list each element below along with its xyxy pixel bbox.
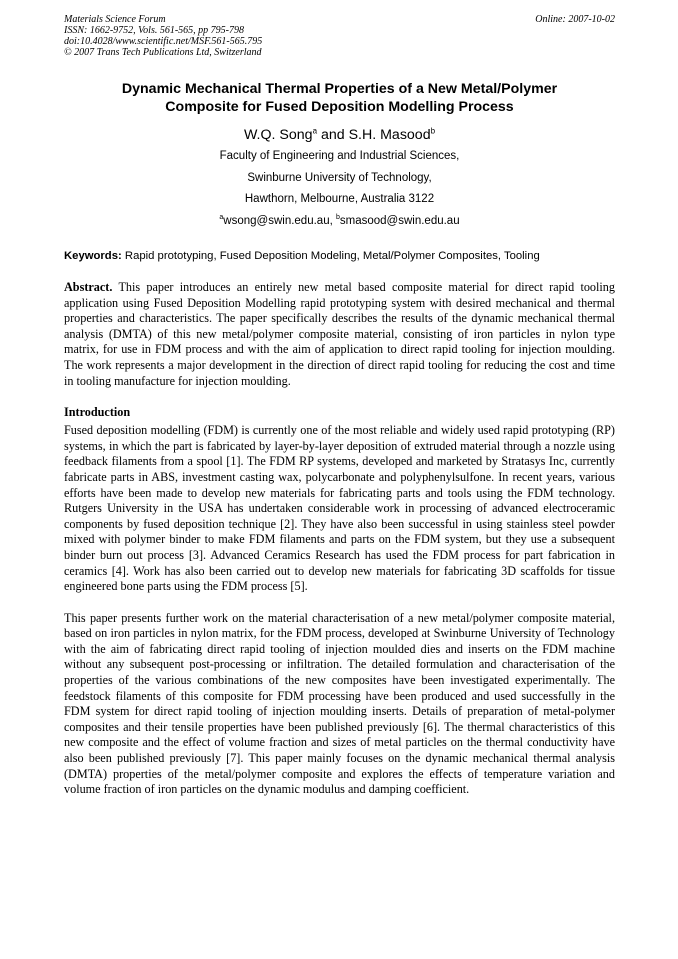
doi-line: doi:10.4028/www.scientific.net/MSF.561-565.795	[64, 36, 263, 47]
running-header	[64, 14, 615, 58]
abstract-label: Abstract.	[64, 280, 113, 294]
keywords-label: Keywords:	[64, 250, 122, 262]
affiliation-line-1: Faculty of Engineering and Industrial Sciences,	[219, 150, 460, 162]
title-line-2: Composite for Fused Deposition Modelling Process	[165, 99, 514, 115]
journal-name: Materials Science Forum	[64, 14, 166, 25]
email-sup-a: a	[219, 213, 224, 221]
author-1-sup: a	[312, 126, 318, 136]
issn-line: ISSN: 1662-9752, Vols. 561-565, pp 795-798	[64, 25, 244, 36]
keywords-text: Rapid prototyping, Fused Deposition Modeling, Metal/Polymer Composites, Tooling	[121, 250, 540, 262]
title-line-1: Dynamic Mechanical Thermal Properties of a New Metal/Polymer	[121, 81, 558, 97]
author-2: S.H. Masood	[348, 127, 431, 143]
email-a: wsong@swin.edu.au,	[223, 214, 336, 227]
author-line	[64, 126, 615, 144]
affiliation-line-3: Hawthorn, Melbourne, Australia 3122	[244, 193, 435, 205]
introduction-paragraph-2: This paper presents further work on the material characterisation of a new metal/polymer composite material, based on iron particles in nylon matrix, for the FDM process, developed at Swinburne University of Technology with the aim of fabricating direct rapid tooling of injection moulded dies and inserts on the FDM machine without any subsequent post-processing or infiltration. The detailed formulation and characterisation of the properties of the various combinations of the new composites have been investigated experimentally. The feedstock filaments of this composite for FDM processing have been produced and used successfully in the FDM system for direct rapid tooling of injection moulding inserts. Details of preparation of metal-polymer composites and their tensile properties have been published previously [6]. The thermal characteristics of this new composite and the effect of volume fraction and sizes of metal particles on the thermal conductivity have also been published previously [7]. This paper mainly focuses on the dynamic mechanical thermal analysis (DMTA) properties of the metal/polymer composite and explores the effects of temperature variation and volume fraction of iron particles on the dynamic modulus and damping coefficient.	[64, 610, 615, 797]
copyright-line: © 2007 Trans Tech Publications Ltd, Switzerland	[64, 47, 262, 58]
paper-page	[64, 14, 615, 798]
author-2-sup: b	[430, 126, 436, 136]
affiliation-line-2: Swinburne University of Technology,	[247, 171, 432, 184]
email-b: smasood@swin.edu.au	[339, 214, 460, 227]
email-line	[64, 211, 615, 233]
keywords-line	[64, 249, 615, 263]
abstract-text: This paper introduces an entirely new metal based composite material for direct rapid tooling application using Fused Deposition Modelling rapid prototyping system with desired mechanical and thermal properties and characteristics. The paper specifically describes the results of the dynamic mechanical thermal analysis (DMTA) of this new metal/polymer composite material, consisting of iron particles in nylon type matrix, for use in FDM process and with the aim of application to direct rapid tooling for injection moulding. The work represents a major development in the direction of direct rapid tooling for reducing the cost and time in tooling manufacture for injection moulding.	[64, 280, 615, 388]
online-date: Online: 2007-10-02	[535, 14, 615, 25]
abstract-paragraph	[64, 280, 615, 389]
introduction-heading: Introduction	[64, 405, 131, 420]
author-1: W.Q. Song	[243, 127, 313, 143]
email-sup-b: b	[335, 213, 340, 221]
author-and: and	[317, 127, 349, 143]
affiliation-block	[64, 146, 615, 232]
paper-title	[64, 80, 615, 116]
introduction-paragraph-1: Fused deposition modelling (FDM) is currently one of the most reliable and widely used rapid prototyping (RP) systems, in which the part is fabricated by layer-by-layer deposition of extruded material through a nozzle using feedback filaments from a spool [1]. The FDM RP systems, developed and marketed by Stratasys Inc, currently fabricate parts in ABS, investment casting wax, polycarbonate and polyphenylsulfone. In recent years, various efforts have been made to develop new materials for fabricating parts and tools using the FDM technology. Rutgers University in the USA has undertaken considerable work in processing of advanced electroceramic components by fused deposition technique [2]. They have also been successful in using stainless steel powder mixed with polymer binder to make FDM filaments and parts on the FDM system, but they use a subsequent binder burn out process [3]. Advanced Ceramics Research has used the FDM process for part fabrication in ceramics [4]. Work has also been carried out to develop new materials for fabricating 3D scaffolds for tissue engineered bone parts using the FDM process [5].	[64, 423, 615, 594]
